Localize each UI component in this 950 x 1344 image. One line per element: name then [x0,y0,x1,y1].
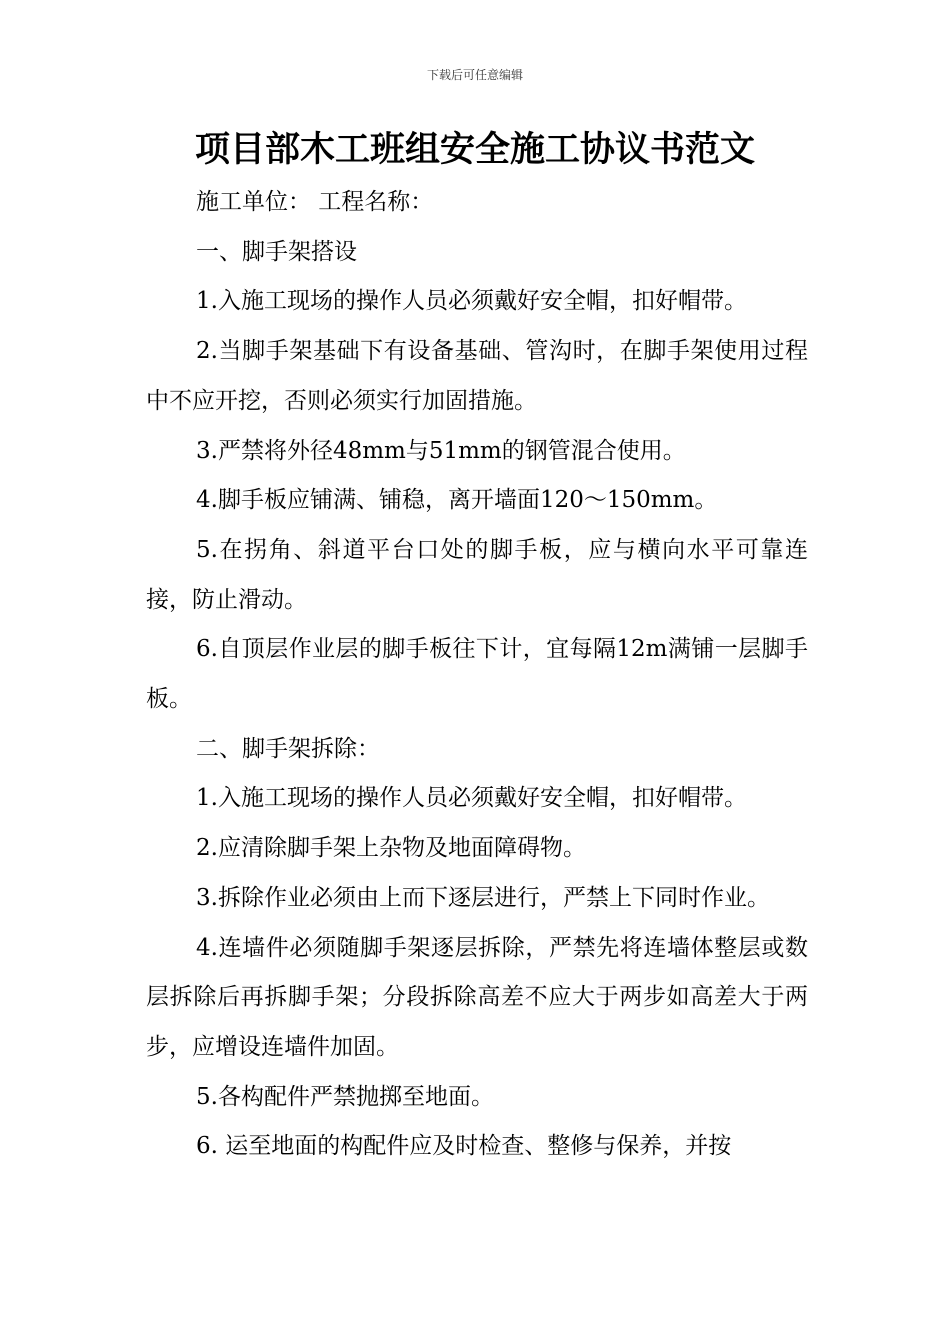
paragraph: 3.拆除作业必须由上而下逐层进行，严禁上下同时作业。 [196,884,770,911]
paragraph: 6.自顶层作业层的脚手板往下计，宜每隔12m满铺一层脚手板。 [146,636,808,713]
section-heading: 二、脚手架拆除： [196,735,380,762]
paragraph: 5.在拐角、斜道平台口处的脚手板，应与横向水平可靠连接，防止滑动。 [146,536,808,613]
paragraph: 2.当脚手架基础下有设备基础、管沟时，在脚手架使用过程中不应开挖，否则必须实行加固措施。 [146,338,808,414]
paragraph: 2.应清除脚手架上杂物及地面障碍物。 [196,835,586,862]
header-note: 下载后可任意编辑 [426,68,523,82]
document-title: 项目部木工班组安全施工协议书范文 [194,130,755,170]
paragraph: 4.连墙件必须随脚手架逐层拆除，严禁先将连墙体整层或数层拆除后再拆脚手架；分段拆除高差不应大于两步如高差大于两步，应增设连墙件加固。 [146,934,808,1060]
paragraph: 3.严禁将外径48mm与51mm的钢管混合使用。 [196,437,686,464]
paragraph: 施工单位： 工程名称： [196,189,434,215]
section-heading: 一、脚手架搭设 [196,238,357,265]
document-body [146,178,808,1172]
paragraph: 1.入施工现场的操作人员必须戴好安全帽，扣好帽带。 [196,288,747,315]
paragraph: 5.各构配件严禁抛掷至地面。 [196,1083,494,1110]
paragraph: 4.脚手板应铺满、铺稳，离开墙面120～150mm。 [196,487,718,514]
paragraph: 6. 运至地面的构配件应及时检查、整修与保养，并按 [196,1133,732,1160]
paragraph: 1.入施工现场的操作人员必须戴好安全帽，扣好帽带。 [196,785,747,812]
